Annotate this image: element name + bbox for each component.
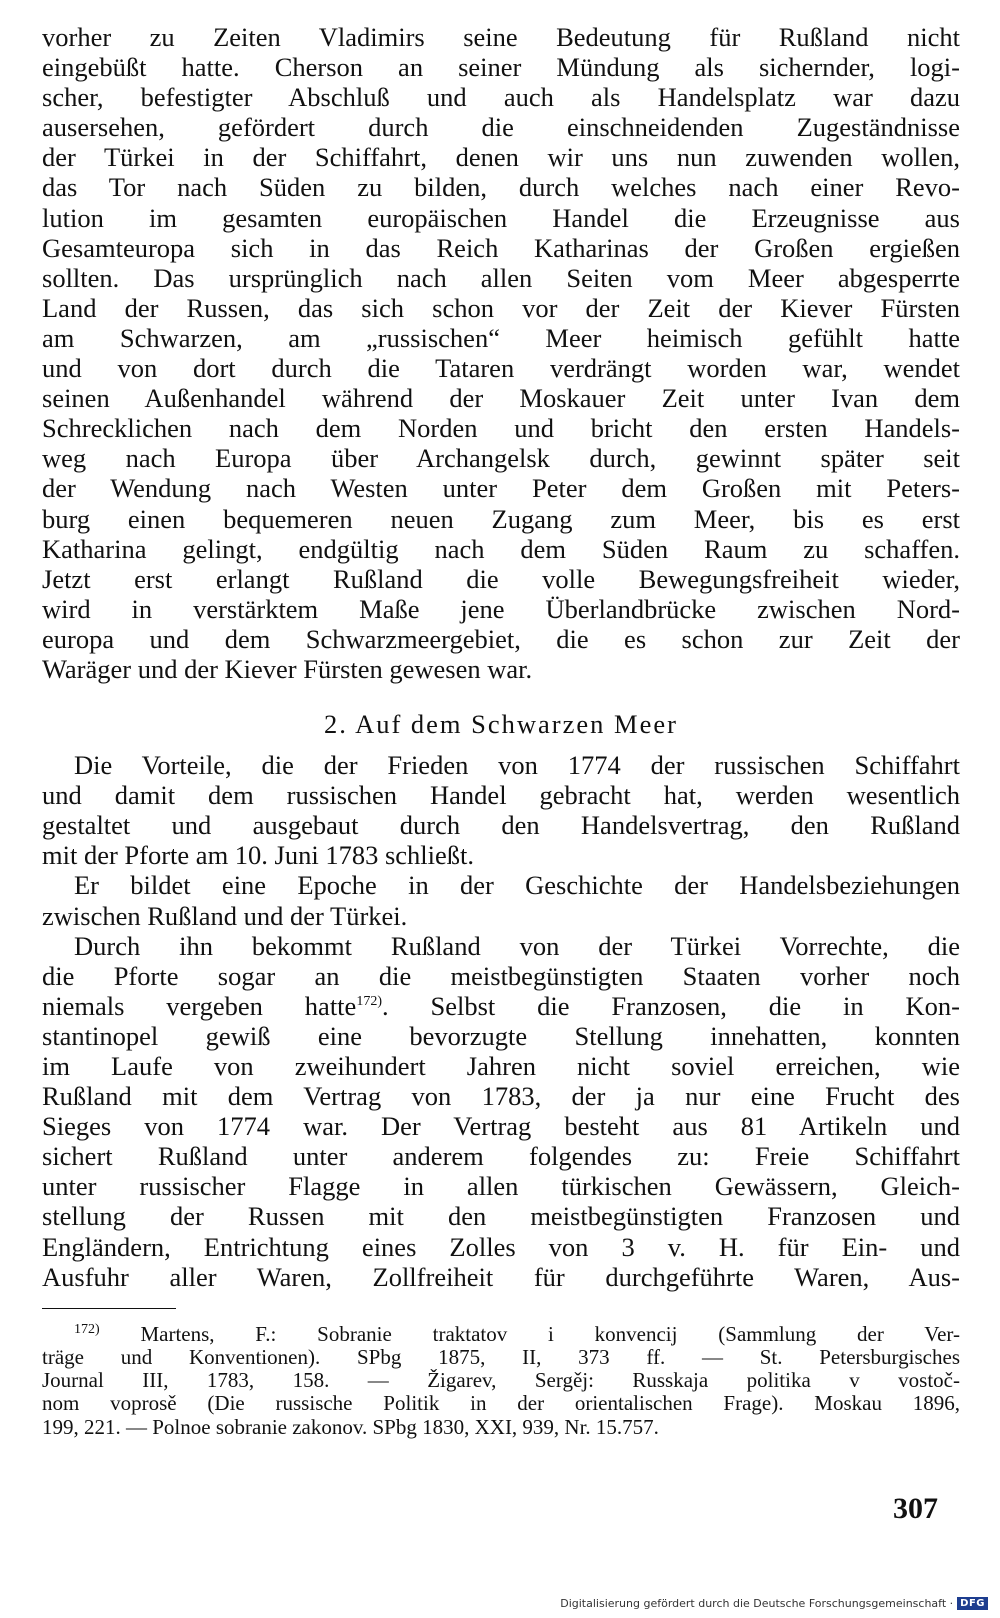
- text-line: und damit dem russischen Handel gebracht hat, werden wesentlich: [42, 780, 960, 811]
- text-line: und von dort durch die Tataren verdrängt worden war, wendet: [42, 353, 960, 384]
- paragraph: [42, 750, 960, 870]
- text-line: am Schwarzen, am „russischen“ Meer heimisch gefühlt hatte: [42, 322, 960, 353]
- footnote: [42, 1323, 960, 1439]
- page-content: [42, 22, 960, 1439]
- text-line: ausersehen, gefördert durch die einschneidenden Zugeständnisse: [42, 112, 960, 143]
- dfg-logo-icon: DFG: [957, 1597, 988, 1610]
- text-line: die Pforte sogar an die meistbegünstigten Staaten vorher noch: [42, 960, 960, 991]
- text-line: zwischen Rußland und der Türkei.: [42, 900, 408, 931]
- page-number: 307: [893, 1492, 938, 1525]
- text-line: Durch ihn bekommt Rußland von der Türkei Vorrechte, die: [74, 930, 960, 961]
- text-line: Ausfuhr aller Waren, Zollfreiheit für durchgeführte Waren, Aus-: [42, 1261, 960, 1292]
- text-line: Sieges von 1774 war. Der Vertrag besteht aus 81 Artikeln und: [42, 1111, 960, 1142]
- text-line: lution im gesamten europäischen Handel die Erzeugnisse aus: [42, 202, 960, 233]
- paragraph: [42, 870, 960, 930]
- text-line: stellung der Russen mit den meistbegünstigten Franzosen und: [42, 1201, 960, 1232]
- text-segment: niemals vergeben hatte: [42, 990, 357, 1021]
- text-line: Die Vorteile, die der Frieden von 1774 der russischen Schiffahrt: [74, 750, 960, 781]
- text-line: europa und dem Schwarzmeergebiet, die es schon zur Zeit der: [42, 623, 960, 654]
- footnote-divider: [42, 1308, 176, 1309]
- credit-text: Digitalisierung gefördert durch die Deutsche Forschungsgemeinschaft ·: [560, 1597, 954, 1610]
- text-line: stantinopel gewiß eine bevorzugte Stellung innehatten, konnten: [42, 1020, 960, 1051]
- text-line: mit der Pforte am 10. Juni 1783 schließt.: [42, 840, 475, 871]
- footnote-line: 199, 221. — Polnoe sobranie zakonov. SPbg 1830, XXI, 939, Nr. 15.757.: [42, 1415, 659, 1439]
- text-line: Katharina gelingt, endgültig nach dem Süden Raum zu schaffen.: [42, 533, 960, 564]
- text-line: Rußland mit dem Vertrag von 1783, der ja nur eine Frucht des: [42, 1081, 960, 1112]
- text-line: unter russischer Flagge in allen türkischen Gewässern, Gleich-: [42, 1171, 960, 1202]
- text-line: sichert Rußland unter anderem folgendes zu: Freie Schiffahrt: [42, 1141, 960, 1172]
- text-line: vorher zu Zeiten Vladimirs seine Bedeutung für Rußland nicht: [42, 22, 960, 52]
- footnote-line: träge und Konventionen). SPbg 1875, II, 373 ff. — St. Petersburgisches: [42, 1345, 960, 1369]
- text-line: gestaltet und ausgebaut durch den Handelsvertrag, den Rußland: [42, 810, 960, 841]
- footnote-line: [42, 1323, 960, 1346]
- text-line: Jetzt erst erlangt Rußland die volle Bewegungsfreiheit wieder,: [42, 563, 960, 594]
- footnote-line: Journal III, 1783, 158. — Žigarev, Sergěj: Russkaja politika v vostoč-: [42, 1369, 960, 1393]
- text-line: das Tor nach Süden zu bilden, durch welches nach einer Revo-: [42, 172, 960, 203]
- footnote-marker: 172): [74, 1322, 100, 1337]
- text-line: wird in verstärktem Maße jene Überlandbrücke zwischen Nord-: [42, 593, 960, 624]
- digitization-credit: [560, 1597, 988, 1610]
- paragraph-continuation: [42, 22, 960, 684]
- text-line: seinen Außenhandel während der Moskauer Zeit unter Ivan dem: [42, 383, 960, 414]
- text-line: im Laufe von zweihundert Jahren nicht soviel erreichen, wie: [42, 1051, 960, 1081]
- text-line: weg nach Europa über Archangelsk durch, gewinnt später seit: [42, 443, 960, 474]
- text-line: der Türkei in der Schiffahrt, denen wir uns nun zuwenden wollen,: [42, 142, 960, 173]
- text-line: sollten. Das ursprünglich nach allen Seiten vom Meer abgesperrte: [42, 262, 960, 293]
- text-line: scher, befestigter Abschluß und auch als Handelsplatz war dazu: [42, 82, 960, 113]
- footnote-reference: 172): [356, 993, 382, 1009]
- text-line: Er bildet eine Epoche in der Geschichte der Handelsbeziehungen: [74, 870, 960, 901]
- text-line: Gesamteuropa sich in das Reich Katharinas der Großen ergießen: [42, 232, 960, 263]
- text-segment: Martens, F.: Sobranie traktatov i konvencij (Sammlung der Ver-: [99, 1322, 960, 1346]
- section-heading: 2. Auf dem Schwarzen Meer: [324, 709, 678, 740]
- text-line: Waräger und der Kiever Fürsten gewesen war.: [42, 653, 533, 684]
- text-line-with-footnote-ref: [42, 991, 960, 1021]
- text-line: burg einen bequemeren neuen Zugang zum Meer, bis es erst: [42, 503, 960, 534]
- paragraph: [42, 931, 960, 1292]
- text-line: Engländern, Entrichtung eines Zolles von 3 v. H. für Ein- und: [42, 1231, 960, 1262]
- text-segment: . Selbst die Franzosen, die in Kon-: [381, 990, 960, 1021]
- text-line: eingebüßt hatte. Cherson an seiner Mündung als sichernder, logi-: [42, 52, 960, 83]
- text-line: Schrecklichen nach dem Norden und bricht den ersten Handels-: [42, 413, 960, 444]
- footnote-line: nom voprosě (Die russische Politik in der orientalischen Frage). Moskau 1896,: [42, 1392, 960, 1416]
- text-line: Land der Russen, das sich schon vor der Zeit der Kiever Fürsten: [42, 292, 960, 323]
- text-line: der Wendung nach Westen unter Peter dem Großen mit Peters-: [42, 473, 960, 504]
